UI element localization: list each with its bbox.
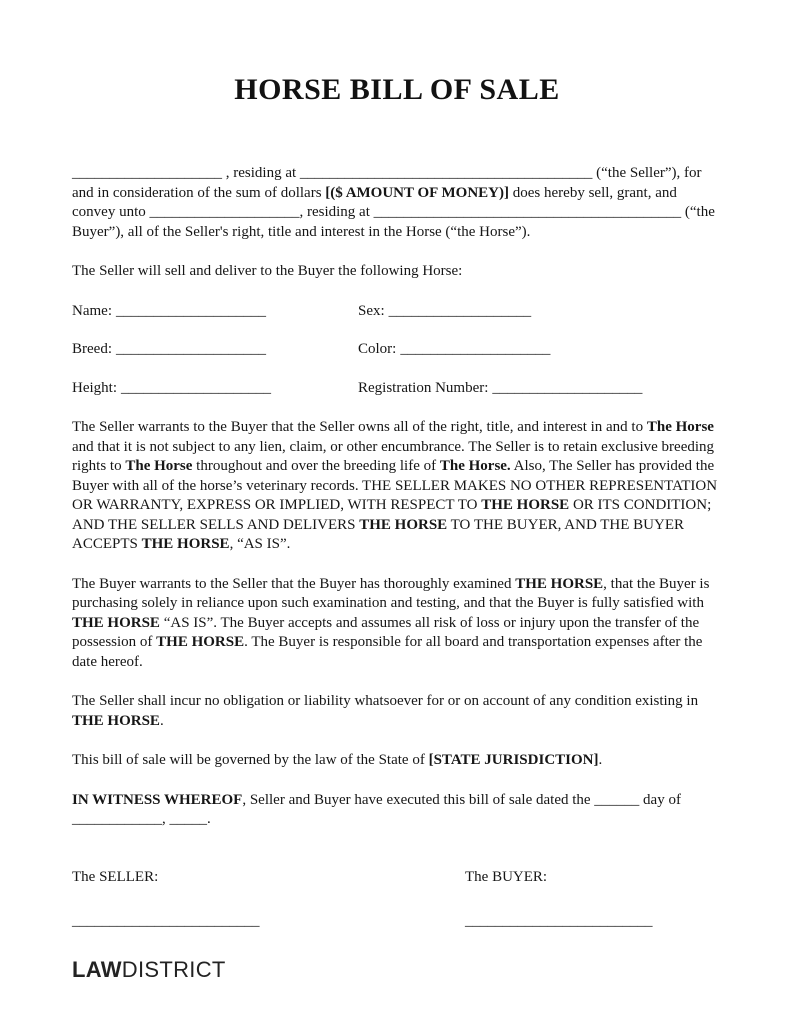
witness-paragraph: IN WITNESS WHEREOF, Seller and Buyer have executed this bill of sale dated the ______ day of ____________, _____. (72, 791, 681, 827)
liability-paragraph: The Seller shall incur no obligation or liability whatsoever for or on account of any condition existing in THE HORSE. (72, 693, 699, 729)
seller-signature-label: The SELLER: (72, 868, 159, 885)
seller-warranty-paragraph: The Seller warrants to the Buyer that the Seller owns all of the right, title, and interest in and to The Horse and that it is not subject to any lien, claim, or other encumbrance. The Seller is to retain exclusive breeding rights to The Horse throughout and over the breeding life of The Horse. Also, The Seller has provided the Buyer with all of the horse’s veterinary records. THE SELLER MAKES NO OTHER REPRESENTATION OR WARRANTY, EXPRESS OR IMPLIED, WITH RESPECT TO THE HORSE OR ITS CONDITION; AND THE SELLER SELLS AND DELIVERS THE HORSE TO THE BUYER, AND THE BUYER ACCEPTS THE HORSE, “AS IS”. (72, 419, 718, 552)
field-sex-label: Sex: (358, 302, 385, 319)
document-content (72, 74, 722, 982)
page-title: HORSE BILL OF SALE (234, 73, 560, 106)
field-color-label: Color: (358, 341, 397, 357)
field-height-label: Height: (72, 379, 117, 396)
field-breed-label: Breed: (72, 341, 112, 357)
field-registration-number-blank: ____________________ (492, 379, 643, 396)
field-height-blank: ____________________ (121, 379, 271, 396)
lawdistrict-logo (72, 958, 722, 982)
intro-paragraph: ____________________ , residing at _______________________________________ (“the Seller”), for and in consideration of the sum of dollars [($ AMOUNT OF MONEY)] does hereby sell, grant, and convey unto ____________________, residing at _________________________________________ (“the Buyer”), all of the Seller's right, title and interest in the Horse (“the Horse”). (72, 165, 715, 240)
horse-details-fields (72, 302, 722, 399)
field-sex-blank: ___________________ (388, 302, 532, 319)
buyer-signature-line: _________________________ (465, 913, 653, 929)
buyer-warranty-paragraph: The Buyer warrants to the Seller that the Buyer has thoroughly examined THE HORSE, that the Buyer is purchasing solely in reliance upon such examination and testing, and that the Buyer is fully satisfied with THE HORSE “AS IS”. The Buyer accepts and assumes all risk of loss or injury upon the transfer of the possession of THE HORSE. The Buyer is responsible for all board and transportation expenses after the date hereof. (72, 575, 710, 670)
buyer-signature-label: The BUYER: (465, 868, 548, 885)
seller-signature-line: _________________________ (72, 913, 260, 929)
field-breed-blank: ____________________ (115, 341, 266, 357)
field-color (358, 340, 722, 360)
signature-lines-row (72, 912, 722, 932)
lawdistrict-logo-law: LAW (72, 956, 122, 982)
field-registration-number (358, 379, 722, 399)
field-name-blank: ____________________ (115, 302, 266, 319)
field-name (72, 302, 358, 322)
field-registration-number-label: Registration Number: (358, 379, 489, 396)
governing-law-paragraph: This bill of sale will be governed by the law of the State of [STATE JURISDICTION]. (72, 752, 603, 768)
field-breed (72, 340, 358, 360)
field-sex (358, 302, 722, 322)
field-height (72, 379, 358, 399)
field-name-label: Name: (72, 302, 112, 319)
deliver-paragraph: The Seller will sell and deliver to the Buyer the following Horse: (72, 263, 463, 279)
field-color-blank: ____________________ (400, 341, 551, 357)
lawdistrict-logo-district: DISTRICT (121, 956, 226, 982)
signature-labels-row (72, 868, 722, 888)
